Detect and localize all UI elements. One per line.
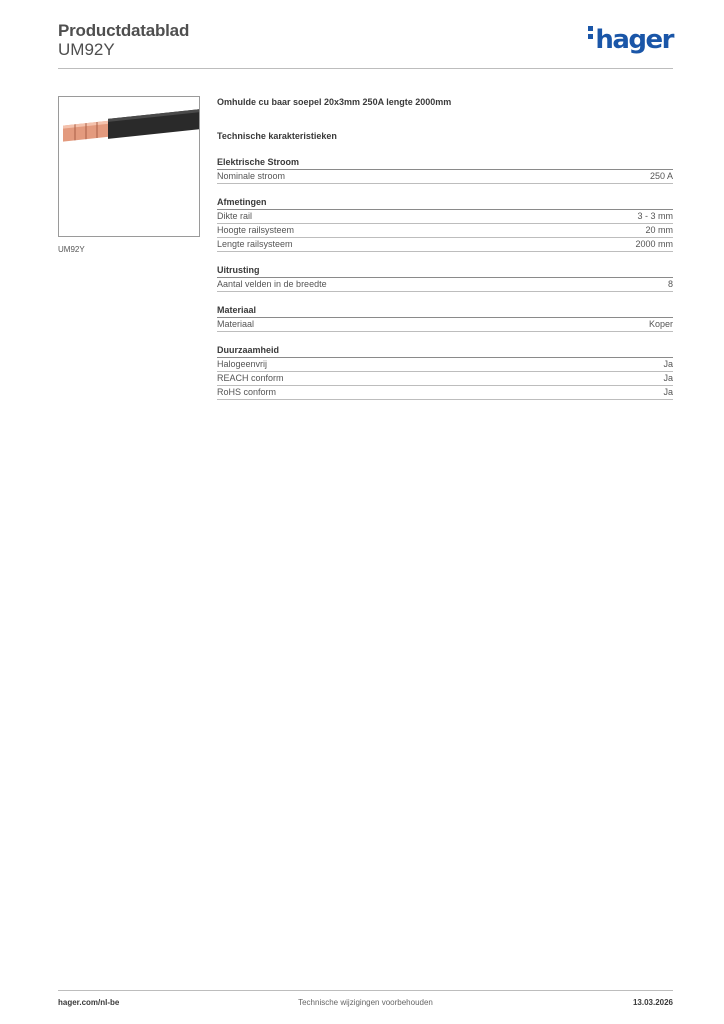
page-title: Productdatablad	[58, 21, 190, 40]
row-value: Ja	[663, 373, 673, 383]
row-label: Dikte rail	[217, 211, 253, 221]
section-electrical-current	[217, 156, 673, 184]
section-material	[217, 304, 673, 332]
row-label: Hoogte railsysteem	[217, 225, 295, 235]
row-value: 250 A	[649, 171, 673, 181]
tech-characteristics-title: Technische karakteristieken	[217, 131, 337, 141]
row-value: Koper	[648, 319, 673, 329]
product-image	[58, 96, 200, 237]
footer-date: 13.03.2026	[632, 998, 673, 1007]
row-value: Ja	[663, 387, 673, 397]
table-row	[217, 318, 673, 332]
footer-divider	[58, 990, 673, 991]
table-row	[217, 224, 673, 238]
table-row	[217, 170, 673, 184]
table-row	[217, 278, 673, 292]
row-label: RoHS conform	[217, 387, 277, 397]
busbar-image-icon	[59, 97, 199, 236]
row-label: Lengte railsysteem	[217, 239, 293, 249]
logo-text: hager	[595, 25, 673, 55]
image-caption: UM92Y	[58, 245, 85, 254]
section-title: Materiaal	[217, 304, 673, 318]
row-label: Aantal velden in de breedte	[217, 279, 327, 289]
product-code: UM92Y	[58, 40, 115, 59]
table-row	[217, 386, 673, 400]
row-value: 8	[667, 279, 673, 289]
page-header	[58, 20, 673, 70]
table-row	[217, 372, 673, 386]
row-label: Nominale stroom	[217, 171, 286, 181]
section-sustainability	[217, 344, 673, 400]
row-value: 3 - 3 mm	[637, 211, 673, 221]
product-details	[217, 96, 673, 400]
row-label: Halogeenvrij	[217, 359, 268, 369]
section-equipment	[217, 264, 673, 292]
section-dimensions	[217, 196, 673, 252]
footer-website-link[interactable]: hager.com/nl-be	[58, 998, 120, 1007]
table-row	[217, 210, 673, 224]
row-value: Ja	[663, 359, 673, 369]
row-label: Materiaal	[217, 319, 255, 329]
table-row	[217, 238, 673, 252]
section-title: Duurzaamheid	[217, 344, 673, 358]
logo-mark-icon	[588, 26, 593, 42]
section-title: Uitrusting	[217, 264, 673, 278]
section-title: Afmetingen	[217, 196, 673, 210]
product-description: Omhulde cu baar soepel 20x3mm 250A lengte 2000mm	[217, 97, 452, 107]
row-value: 20 mm	[645, 225, 673, 235]
row-value: 2000 mm	[635, 239, 673, 249]
section-title: Elektrische Stroom	[217, 156, 673, 170]
header-divider	[58, 68, 673, 69]
footer-disclaimer: Technische wijzigingen voorbehouden	[298, 998, 433, 1007]
hager-logo	[588, 25, 673, 55]
table-row	[217, 358, 673, 372]
row-label: REACH conform	[217, 373, 284, 383]
